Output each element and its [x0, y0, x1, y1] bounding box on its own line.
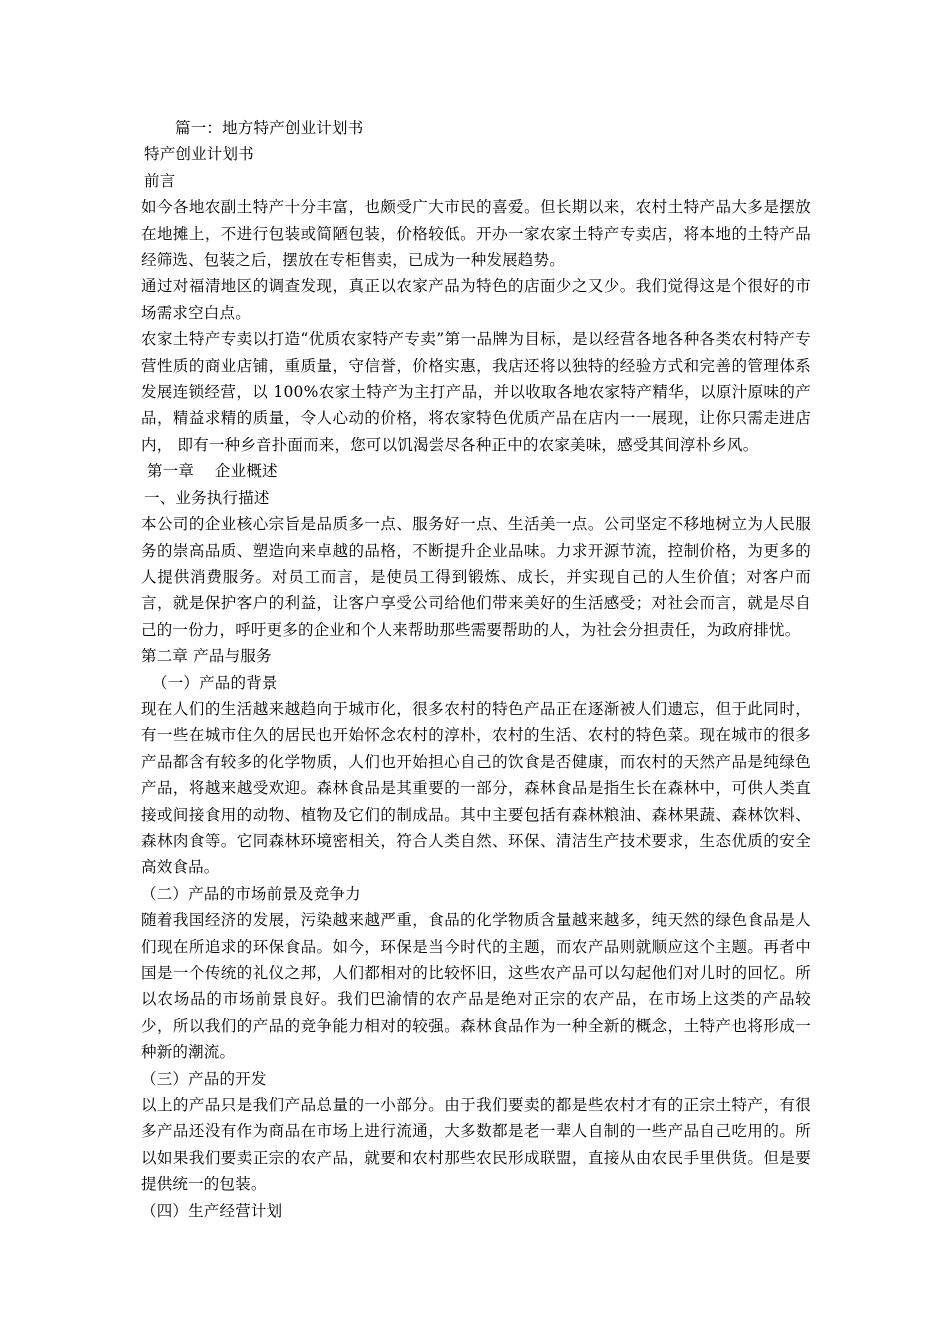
- section-1-heading: 一、业务执行描述: [144, 488, 270, 507]
- subsection-2-heading: （二）产品的市场前景及竞争力: [141, 884, 361, 903]
- subsection-3-heading: （三）产品的开发: [141, 1069, 267, 1088]
- chapter-2-heading: 第二章 产品与服务: [141, 647, 272, 666]
- subsection-1-heading: （一）产品的背景: [152, 673, 278, 692]
- section-1-paragraph: 本公司的企业核心宗旨是品质多一点、服务好一点、生活美一点。公司坚定不移地树立为人民服务的崇高品质、塑造向来卓越的品格，不断提升企业品味。力求开源节流，控制价格，为更多的人提供消费服务。对员工而言，是使员工得到锻炼、成长，并实现自己的人生价值；对客户而言，就是保护客户的利益，让客户享受公司给他们带来美好的生活感受；对社会而言，就是尽自己的一份力，呼吁更多的企业和个人来帮助那些需要帮助的人，为社会分担责任，为政府排忧。: [141, 515, 811, 639]
- chapter-1-heading: 第一章 企业概述: [147, 462, 278, 481]
- preface-heading: 前言: [144, 171, 176, 190]
- document-page: [141, 115, 811, 1224]
- preface-paragraph-3: 农家土特产专卖以打造“优质农家特产专卖”第一品牌为目标，是以经营各地各种各类农村特产专营性质的商业店铺，重质量，守信誉，价格实惠，我店还将以独特的经验方式和完善的管理体系发展连锁经营，以 100%农家土特产为主打产品，并以收取各地农家特产精华，以原汁原味的产品，精益求精的质量，令人心动的价格，将农家特色优质产品在店内一一展现，让你只需走进店内， 即有一种乡音扑面而来，您可以饥渴尝尽各种正中的农家美味，感受其间淳朴乡风。: [141, 330, 811, 454]
- document-subtitle: 特产创业计划书: [144, 145, 254, 164]
- subsection-3-paragraph: 以上的产品只是我们产品总量的一小部分。由于我们要卖的都是些农村才有的正宗土特产，有很多产品还没有作为商品在市场上进行流通，大多数都是老一辈人自制的一些产品自己吃用的。所以如果我们要卖正宗的农产品，就要和农村那些农民形成联盟，直接从由农民手里供货。但是要提供统一的包装。: [141, 1096, 811, 1194]
- preface-paragraph-2: 通过对福清地区的调查发现，真正以农家产品为特色的店面少之又少。我们觉得这是个很好的市场需求空白点。: [141, 277, 811, 322]
- subsection-1-paragraph: 现在人们的生活越来越趋向于城市化，很多农村的特色产品正在逐渐被人们遗忘，但于此同时，有一些在城市住久的居民也开始怀念农村的淳朴，农村的生活、农村的特色菜。现在城市的很多产品都含有较多的化学物质，人们也开始担心自己的饮食是否健康，而农村的天然产品是纯绿色产品，将越来越受欢迎。森林食品是其重要的一部分，森林食品是指生长在森林中，可供人类直接或间接食用的动物、植物及它们的制成品。其中主要包括有森林粮油、森林果蔬、森林饮料、森林肉食等。它同森林环境密相关，符合人类自然、环保、清洁生产技术要求，生态优质的安全高效食品。: [141, 699, 811, 877]
- subsection-2-paragraph: 随着我国经济的发展，污染越来越严重，食品的化学物质含量越来越多，纯天然的绿色食品是人们现在所追求的环保食品。如今，环保是当今时代的主题，而农产品则就顺应这个主题。再者中国是一个传统的礼仪之邦，人们都相对的比较怀旧，这些农产品可以勾起他们对儿时的回忆。所以农场品的市场前景良好。我们巴渝情的农产品是绝对正宗的农产品，在市场上这类的产品较少，所以我们的产品的竞争能力相对的较强。森林食品作为一种全新的概念，土特产也将形成一种新的潮流。: [141, 911, 811, 1062]
- subsection-4-heading: （四）生产经营计划: [141, 1201, 283, 1220]
- document-title: 篇一：地方特产创业计划书: [175, 119, 364, 137]
- preface-paragraph-1: 如今各地农副土特产十分丰富，也颇受广大市民的喜爱。但长期以来，农村土特产品大多是摆放在地摊上，不进行包装或简陋包装，价格较低。开办一家农家土特产专卖店，将本地的土特产品经筛选、包装之后，摆放在专柜售卖，已成为一种发展趋势。: [141, 198, 811, 270]
